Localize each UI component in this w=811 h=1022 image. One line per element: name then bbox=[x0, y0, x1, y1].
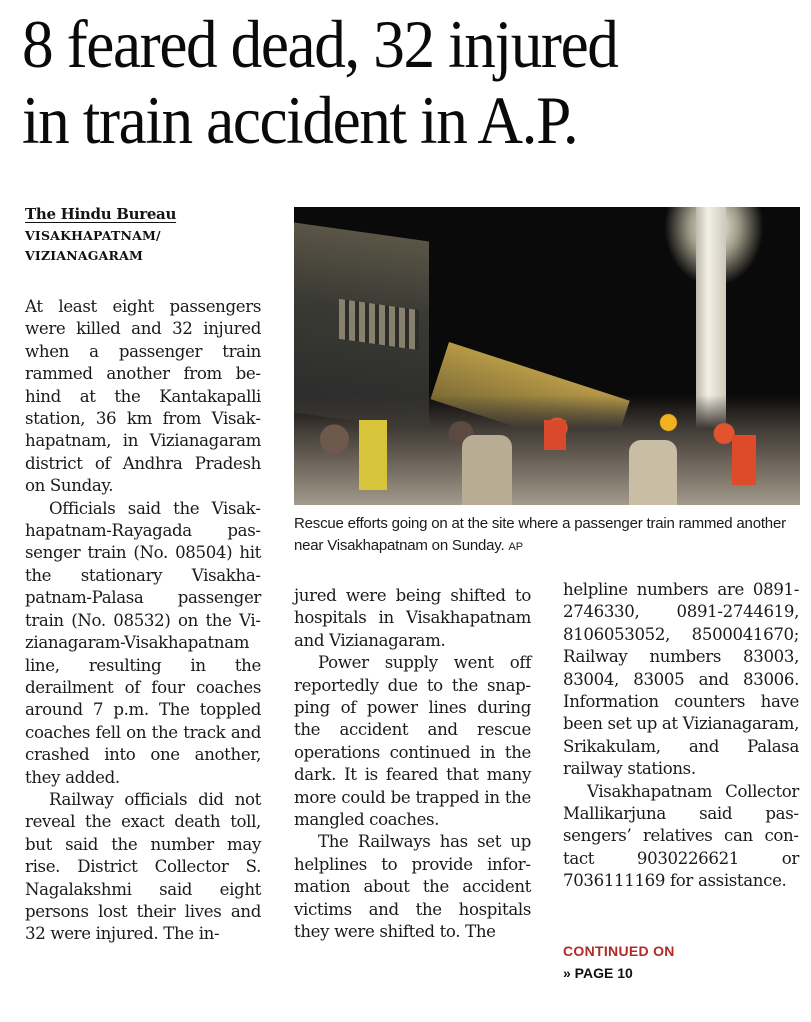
paragraph: Visakhapatnam Collector Mallikarjuna said passengers’ relatives can contact 9030226621 or 7036111169 for assistance. bbox=[563, 781, 799, 891]
rescue-worker-vest bbox=[359, 420, 387, 490]
continued-page-link[interactable]: » PAGE 10 bbox=[563, 965, 633, 981]
paragraph: jured were being shifted to hospitals in Visakhapatnam and Vizianagaram. bbox=[294, 586, 531, 650]
paragraph: Officials said the Visakhapatnam-Rayagada passenger train (No. 08504) hit the stationary Visakhapatnam-Palasa passenger train (No. 08532) on the Vizianagaram-Visakhapatnam line, resulting in the derailment of four coaches around 7 p.m. The toppled coaches fell on the track and crashed into one another, they added. bbox=[25, 498, 261, 787]
article-column-3 bbox=[563, 579, 799, 893]
rescue-worker-vest bbox=[544, 420, 566, 450]
police-officer bbox=[462, 435, 512, 505]
rescue-worker-vest bbox=[732, 435, 756, 485]
byline-author[interactable]: The Hindu Bureau bbox=[25, 205, 177, 223]
article-column-2 bbox=[294, 585, 531, 944]
dateline-line-1: VISAKHAPATNAM/ bbox=[25, 228, 161, 243]
headline-line-2: in train accident in A.P. bbox=[22, 82, 578, 158]
photo-credit: AP bbox=[508, 541, 524, 553]
paragraph: Railway officials did not reveal the exact death toll, but said the number may rise. District Collector S. Nagalakshmi said eight persons lost their lives and 32 were injured. The in- bbox=[25, 789, 261, 944]
paragraph: The Railways has set up helplines to provide information about the accident victims and the hospitals they were shifted to. The bbox=[294, 832, 531, 942]
paragraph: Power supply went off reportedly due to the snapping of power lines during the accident and rescue operations continued in the dark. It is feared that many more could be trapped in the mangled coaches. bbox=[294, 653, 531, 830]
headline bbox=[22, 6, 747, 158]
police-officer bbox=[629, 440, 677, 505]
paragraph: At least eight passengers were killed and 32 injured when a passenger train rammed another from behind at the Kantakapalli station, 36 km from Visakhapatnam, in Vizianagaram district of Andhra Pradesh on Sunday. bbox=[25, 297, 261, 496]
continued-on-jump[interactable] bbox=[563, 940, 675, 984]
article-column-1 bbox=[25, 296, 261, 946]
news-photo bbox=[294, 207, 800, 505]
coach-windows bbox=[339, 299, 419, 350]
headline-line-1: 8 feared dead, 32 injured bbox=[22, 6, 618, 82]
caption-text: Rescue efforts going on at the site where a passenger train rammed another near Visakhapatnam on Sunday. bbox=[294, 515, 786, 554]
dateline-line-2: VIZIANAGARAM bbox=[25, 248, 144, 263]
paragraph: helpline numbers are 0891-2746330, 0891-2744619, 8106053052, 8500041670; Railway numbers 83003, 83004, 83005 and 83006. Information counters have been set up at Vizianagaram, Srikakulam, and Palasa railway stations. bbox=[563, 580, 799, 779]
photo-caption bbox=[294, 513, 804, 558]
byline bbox=[25, 204, 265, 265]
continued-on-label: CONTINUED ON bbox=[563, 943, 675, 959]
